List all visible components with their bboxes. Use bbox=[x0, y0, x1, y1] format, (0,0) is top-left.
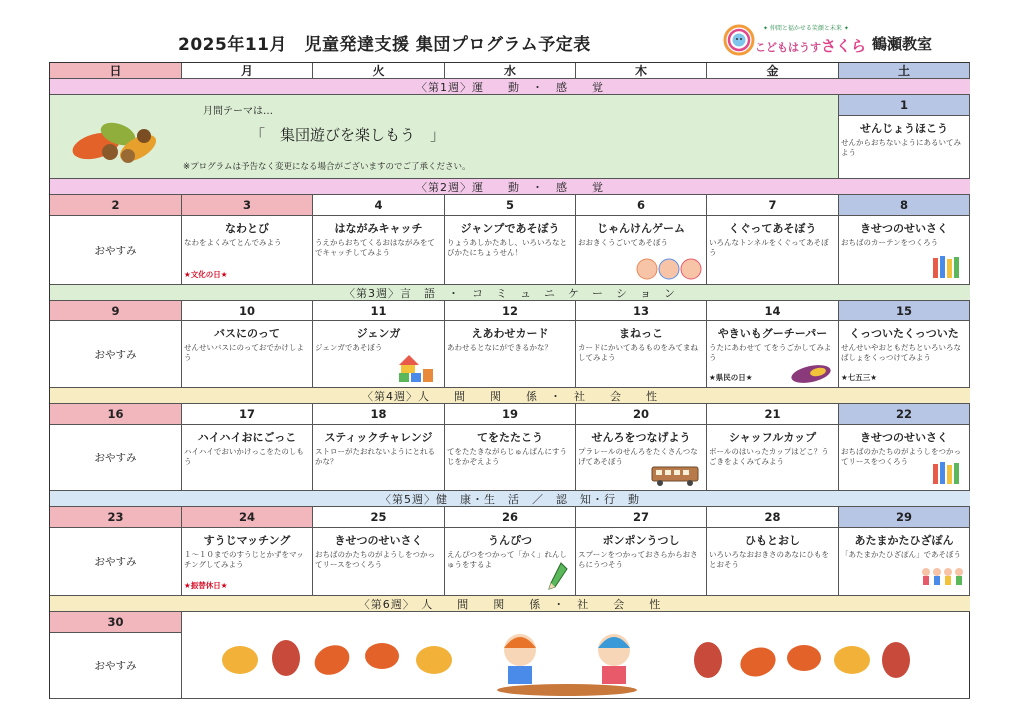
holiday-note: ★県民の日★ bbox=[709, 373, 753, 382]
activity-title: やきいもグーチーパー bbox=[717, 327, 828, 340]
autumn-leaves-icon bbox=[66, 110, 166, 170]
activity-desc: せんからおちないようにあるいてみよう bbox=[841, 138, 961, 157]
activity-desc: せんせいやおともだちといろいろなばしょをくっつけてみよう bbox=[841, 343, 961, 362]
date-number: 27 bbox=[576, 507, 707, 528]
pencil-icon bbox=[547, 561, 569, 591]
date-number: 8 bbox=[839, 195, 970, 216]
activity-desc: 「あたまかたひざぽん」であそぼう bbox=[841, 550, 961, 559]
date-number: 12 bbox=[445, 301, 576, 321]
date-number: 30 bbox=[50, 612, 182, 633]
crayons-icon bbox=[931, 460, 965, 486]
day-off-cell: おやすみ bbox=[50, 633, 182, 699]
date-number: 6 bbox=[576, 195, 707, 216]
week-2-header: 〈第2週〉運 動 ・ 感 覚 bbox=[50, 179, 970, 195]
date-number: 17 bbox=[182, 404, 313, 425]
activity-desc: おちばのカーテンをつくろう bbox=[841, 238, 939, 247]
date-number: 1 bbox=[839, 95, 970, 116]
activity-title: くぐってあそぼう bbox=[728, 222, 817, 235]
activity-title: きせつのせいさく bbox=[860, 431, 948, 444]
crayons-icon bbox=[931, 254, 965, 280]
date-number: 16 bbox=[50, 404, 182, 425]
weekday-tue: 火 bbox=[313, 63, 445, 79]
activity-desc: おちばのかたちのがようしをつかってリースをつくろう bbox=[315, 550, 435, 569]
activity-desc: おちばのかたちのがようしをつかってリースをつくろう bbox=[841, 447, 961, 466]
day-off-cell: おやすみ bbox=[50, 216, 182, 285]
activity-desc: カードにかいてあるものをみてまねしてみよう bbox=[578, 343, 698, 362]
activity-desc: りょうあしかたあし、いろいろなとびかたにちょうせん！ bbox=[447, 238, 567, 257]
date-number: 28 bbox=[707, 507, 839, 528]
day-cell bbox=[839, 425, 970, 491]
date-number: 9 bbox=[50, 301, 182, 321]
activity-title: あたまかたひざぽん bbox=[854, 534, 954, 547]
day-cell bbox=[182, 425, 313, 491]
day-cell bbox=[445, 425, 576, 491]
week-1-header: 〈第1週〉運 動 ・ 感 覚 bbox=[50, 79, 970, 95]
activity-desc: プラレールのせんろをたくさんつなげてあそぼう bbox=[578, 447, 698, 466]
activity-desc: ストローがたおれないようにとれるかな？ bbox=[315, 447, 435, 466]
page-title: 2025年11月 児童発達支援 集団プログラム予定表 bbox=[178, 35, 591, 55]
activity-desc: なわをよくみてとんでみよう bbox=[184, 238, 282, 247]
activity-title: ハイハイおにごっこ bbox=[197, 431, 297, 444]
week-6-header: 〈第6週〉 人 間 関 係 ・ 社 会 性 bbox=[50, 596, 970, 612]
week-4-header: 〈第4週〉人 間 関 係 ・ 社 会 性 bbox=[50, 388, 970, 404]
weekday-wed: 水 bbox=[445, 63, 576, 79]
logo-prefix: こどもはうす bbox=[755, 41, 821, 54]
activity-desc: あわせるとなにができるかな？ bbox=[447, 343, 552, 352]
activity-title: きせつのせいさく bbox=[334, 534, 423, 547]
day-cell bbox=[313, 528, 445, 596]
activity-title: せんじょうほこう bbox=[860, 122, 948, 135]
date-number: 19 bbox=[445, 404, 576, 425]
activity-title: えあわせカード bbox=[471, 327, 549, 340]
day-cell bbox=[182, 528, 313, 596]
date-number: 13 bbox=[576, 301, 707, 321]
date-number: 22 bbox=[839, 404, 970, 425]
activity-desc: うたにあわせて てをうごかしてみよう bbox=[709, 343, 832, 362]
day-cell bbox=[839, 216, 970, 285]
monthly-theme: 「 集団遊びを楽しもう 」 bbox=[250, 126, 446, 144]
date-number: 14 bbox=[707, 301, 839, 321]
holiday-note: ★振替休日★ bbox=[184, 581, 228, 590]
day-cell bbox=[707, 528, 839, 596]
sakura-logo-icon bbox=[723, 24, 755, 56]
rock-paper-scissors-icon bbox=[636, 258, 702, 280]
day-cell bbox=[576, 216, 707, 285]
day-cell bbox=[576, 321, 707, 388]
activity-title: バスにのって bbox=[214, 327, 280, 340]
day-cell bbox=[839, 321, 970, 388]
activity-title: スティックチャレンジ bbox=[324, 431, 433, 444]
activity-title: ジャンプであそぼう bbox=[460, 222, 560, 235]
day-cell bbox=[576, 528, 707, 596]
day-cell bbox=[839, 528, 970, 596]
activity-title: せんろをつなげよう bbox=[591, 431, 691, 444]
autumn-leaves-children-icon bbox=[182, 612, 970, 698]
day-cell bbox=[445, 216, 576, 285]
date-number: 18 bbox=[313, 404, 445, 425]
date-number: 25 bbox=[313, 507, 445, 528]
activity-desc: おおきくうごいてあそぼう bbox=[578, 238, 668, 247]
day-off-cell: おやすみ bbox=[50, 528, 182, 596]
day-cell bbox=[445, 321, 576, 388]
week-3-header: 〈第3週〉言 語 ・ コ ミ ュ ニ ケ ー シ ョ ン bbox=[50, 285, 970, 301]
day-cell bbox=[707, 425, 839, 491]
date-number: 3 bbox=[182, 195, 313, 216]
building-blocks-icon bbox=[397, 353, 435, 383]
date-number: 15 bbox=[839, 301, 970, 321]
activity-title: ポンポンうつし bbox=[602, 534, 680, 547]
activity-desc: えんぴつをつかって「かく」れんしゅうをするよ bbox=[447, 550, 567, 569]
activity-title: くっついたくっついた bbox=[849, 327, 959, 340]
weekday-thu: 木 bbox=[576, 63, 707, 79]
activity-title: はながみキャッチ bbox=[334, 222, 423, 235]
weekday-fri: 金 bbox=[707, 63, 839, 79]
weekday-mon: 月 bbox=[182, 63, 313, 79]
date-number: 2 bbox=[50, 195, 182, 216]
activity-title: なわとび bbox=[225, 222, 269, 235]
date-number: 4 bbox=[313, 195, 445, 216]
activity-desc: ハイハイでおいかけっこをたのしもう bbox=[184, 447, 304, 466]
day-cell bbox=[707, 216, 839, 285]
logo bbox=[723, 22, 867, 58]
activity-desc: いろいろなおおきさのあなにひもをとおそう bbox=[709, 550, 829, 569]
activity-title: ひもとおし bbox=[745, 534, 800, 547]
activity-desc: てをたたきながらじゅんばんにすうじをかぞえよう bbox=[447, 447, 567, 466]
logo-name bbox=[755, 35, 866, 56]
activity-title: ジェンガ bbox=[356, 327, 401, 340]
date-number: 24 bbox=[182, 507, 313, 528]
activity-title: うんぴつ bbox=[488, 534, 532, 547]
day-cell bbox=[839, 116, 970, 179]
weekday-sat: 土 bbox=[839, 63, 970, 79]
holiday-note: ★文化の日★ bbox=[184, 270, 228, 279]
children-icon bbox=[919, 567, 965, 589]
activity-desc: １〜１０までのすうじとかずをマッチングしてみよう bbox=[184, 550, 304, 569]
autumn-decoration bbox=[182, 612, 970, 699]
calendar-grid bbox=[49, 62, 970, 699]
day-cell bbox=[576, 425, 707, 491]
date-number: 7 bbox=[707, 195, 839, 216]
activity-desc: ボールのはいったカップはどこ？うごきをよくみてみよう bbox=[709, 447, 829, 466]
change-notice: ※プログラムは予告なく変更になる場合がございますのでご了承ください。 bbox=[183, 162, 471, 172]
theme-lead: 月間テーマは… bbox=[203, 106, 273, 117]
activity-title: てをたたこう bbox=[477, 431, 543, 444]
activity-desc: いろんなトンネルをくぐってあそぼう bbox=[709, 238, 829, 257]
date-number: 23 bbox=[50, 507, 182, 528]
date-number: 20 bbox=[576, 404, 707, 425]
activity-title: すうじマッチング bbox=[203, 534, 291, 547]
train-icon bbox=[650, 465, 702, 487]
activity-title: じゃんけんゲーム bbox=[597, 222, 685, 235]
date-number: 10 bbox=[182, 301, 313, 321]
activity-title: きせつのせいさく bbox=[860, 222, 948, 235]
day-cell bbox=[182, 216, 313, 285]
day-cell bbox=[182, 321, 313, 388]
monthly-theme-panel bbox=[50, 95, 839, 179]
date-number: 11 bbox=[313, 301, 445, 321]
activity-desc: うえからおちてくるおはながみをてでキャッチしてみよう bbox=[315, 238, 435, 257]
activity-title: シャッフルカップ bbox=[728, 431, 817, 444]
day-cell bbox=[313, 425, 445, 491]
date-number: 21 bbox=[707, 404, 839, 425]
activity-desc: スプーンをつかっておさらからおさらにうつそう bbox=[578, 550, 698, 569]
day-cell bbox=[313, 216, 445, 285]
date-number: 26 bbox=[445, 507, 576, 528]
activity-desc: せんせいバスにのっておでかけしよう bbox=[184, 343, 304, 362]
day-off-cell: おやすみ bbox=[50, 425, 182, 491]
day-cell bbox=[445, 528, 576, 596]
week-5-header: 〈第5週〉健 康・生 活 ／ 認 知・行 動 bbox=[50, 491, 970, 507]
holiday-note: ★七五三★ bbox=[841, 373, 877, 382]
activity-title: まねっこ bbox=[619, 327, 663, 340]
classroom-name: 鶴瀬教室 bbox=[872, 35, 933, 53]
day-cell bbox=[313, 321, 445, 388]
day-off-cell: おやすみ bbox=[50, 321, 182, 388]
sweet-potato-icon bbox=[788, 363, 834, 385]
date-number: 5 bbox=[445, 195, 576, 216]
logo-tagline: ✦ 仲間と福かせる笑顔と未来 ✦ bbox=[763, 25, 849, 32]
logo-brand: さくら bbox=[821, 37, 867, 55]
activity-desc: ジェンガであそぼう bbox=[315, 343, 383, 352]
day-cell bbox=[707, 321, 839, 388]
weekday-sun: 日 bbox=[50, 63, 182, 79]
date-number: 29 bbox=[839, 507, 970, 528]
